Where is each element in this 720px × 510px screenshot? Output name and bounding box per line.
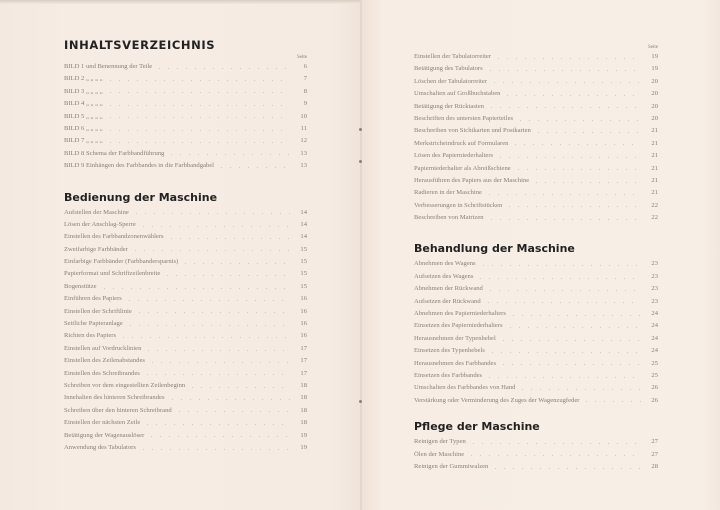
toc-entry-page-number: 7 [303,75,307,83]
toc-entry-page-number: 18 [300,406,307,414]
behandlung-list [414,258,658,407]
toc-entry [64,98,307,110]
toc-entry-page-number: 13 [300,162,307,170]
dot-leader [532,182,641,183]
toc-entry [414,358,658,370]
toc-entry-page-number: 22 [651,214,658,222]
toc-entry-label: Einstellen des Schreibrandes [64,369,140,377]
toc-entry-label: Einstellen auf Vordrucklinien [64,344,142,352]
toc-entry [414,113,658,125]
toc-entry-page-number: 21 [651,164,658,172]
toc-entry [414,200,658,212]
toc-entry-page-number: 23 [651,297,658,305]
dot-leader [181,263,290,264]
toc-entry [64,73,307,85]
toc-entry [64,330,307,342]
toc-entry-label: Beschriften des untersten Papierteiles [414,114,514,122]
dot-leader [106,130,290,131]
dot-leader [503,95,641,96]
toc-entry-page-number: 8 [303,87,307,95]
dot-leader [486,70,641,71]
toc-entry-label: Löschen der Tabulatorreiter [414,77,488,85]
toc-entry-label: Papierformat und Schriftzeilenbreite [64,270,161,278]
toc-entry-label: Reinigen der Gummiwalzen [414,462,489,470]
toc-entry-label: BILD 4 „ „ „ „ [64,100,103,108]
toc-entry [64,343,307,355]
dot-leader [143,374,290,375]
dot-leader [499,364,641,365]
dot-leader [509,315,641,316]
toc-entry [64,306,307,318]
toc-entry-label: Reinigen der Typen [414,438,466,446]
toc-entry-page-number: 15 [300,258,307,266]
dot-leader [488,352,641,353]
toc-entry [64,392,307,404]
toc-entry-page-number: 15 [300,270,307,278]
toc-entry-page-number: 18 [300,419,307,427]
dot-leader [144,350,290,351]
toc-entry-label: Herausführen des Papiers aus der Maschine [414,176,530,184]
seite-label: Seite [648,45,658,50]
toc-entry [64,405,307,417]
toc-entry-label: Betätigung des Tabulators [414,65,483,73]
toc-entry-page-number: 20 [651,114,658,122]
dot-leader [132,213,290,214]
toc-entry-label: Herausnehmen des Farbbandes [414,359,497,367]
toc-entry-page-number: 23 [651,285,658,293]
toc-entry-label: Verstärkung oder Verminderung des Zuges der Wagenzugfeder [414,396,580,404]
right-page [362,0,720,510]
toc-entry-label: Einsetzen des Papierniederhalters [414,322,503,330]
toc-entry-label: Einsetzen des Typenhebels [414,347,485,355]
toc-entry-label: Betätigung der Rücktasten [414,102,484,110]
toc-entry-page-number: 21 [651,152,658,160]
toc-entry-page-number: 11 [300,124,307,132]
dot-leader [490,82,641,83]
dot-leader [106,105,290,106]
toc-entry-page-number: 23 [651,272,658,280]
dot-leader [106,80,290,81]
toc-title: INHALTSVERZEICHNIS [64,38,216,52]
toc-entry [64,281,307,293]
toc-entry-label: Papierniederhalter als Abreißschiene [414,164,511,172]
continued-list [414,51,658,224]
dot-leader [168,399,290,400]
toc-entry-page-number: 24 [651,334,658,342]
dot-leader [487,107,641,108]
toc-entry [64,61,307,73]
toc-entry-label: Abnehmen des Papierniederhalters [414,310,506,318]
toc-entry-label: Merkstricheindruck auf Formularen [414,139,509,147]
toc-entry-label: BILD 3 „ „ „ „ [64,87,103,95]
toc-entry-page-number: 27 [651,450,658,458]
toc-entry-label: Einstellen der Tabulatorreiter [414,53,492,60]
toc-entry [64,86,307,98]
toc-entry-page-number: 10 [300,112,307,120]
toc-entry-label: Zweifarbige Farbbänder [64,245,128,253]
pflege-list [414,436,658,473]
dot-leader [518,389,641,390]
dot-leader [135,312,290,313]
toc-entry-page-number: 6 [303,63,307,70]
dot-leader [516,120,641,121]
toc-entry-label: BILD 6 „ „ „ „ [64,124,103,132]
toc-entry-label: Aufsetzen des Wagens [414,272,474,280]
toc-entry [64,160,307,172]
toc-entry-page-number: 17 [300,369,307,377]
toc-entry-label: Einstellen der nächsten Zeile [64,419,141,427]
left-column [64,38,307,454]
toc-entry [414,436,658,448]
toc-entry-page-number: 17 [300,357,307,365]
dot-leader [467,455,641,456]
dot-leader [106,142,290,143]
toc-entry-page-number: 25 [651,359,658,367]
bedienung-list [64,207,307,455]
toc-entry-label: Einsetzen des Farbbandes [414,371,483,379]
dot-leader [188,387,290,388]
toc-entry-label: Aufstellen der Maschine [64,208,129,216]
dot-leader [119,337,290,338]
toc-entry-page-number: 21 [651,189,658,197]
toc-entry [414,163,658,175]
toc-entry [64,231,307,243]
dot-leader [484,302,641,303]
toc-entry [414,125,658,137]
toc-entry [64,380,307,392]
toc-entry-page-number: 16 [300,320,307,328]
toc-entry-page-number: 23 [651,260,658,268]
toc-entry [414,296,658,308]
toc-entry-page-number: 9 [303,100,307,108]
section-title-behandlung: Behandlung der Maschine [414,242,575,256]
toc-entry-label: Beschreiben von Sichtkarten und Postkarten [414,127,531,135]
toc-entry-page-number: 19 [651,65,658,73]
toc-entry-label: Ölen der Maschine [414,450,465,458]
toc-entry-page-number: 24 [651,322,658,330]
toc-entry-label: Schreiben über den hinteren Schreibrand [64,406,172,414]
toc-entry [414,308,658,320]
toc-entry-page-number: 20 [651,90,658,98]
toc-entry-label: Einstellen des Zeilenabstandes [64,357,145,365]
dot-leader [514,169,641,170]
toc-entry-page-number: 21 [651,127,658,135]
toc-entry-page-number: 21 [651,176,658,184]
toc-entry-label: Lösen der Anschlag-Sperre [64,220,136,228]
toc-entry-label: Betätigung der Wagenauslöser [64,431,145,439]
toc-entry-label: Einstellen des Farbbandzonenwählers [64,233,164,241]
dot-leader [494,58,641,59]
toc-entry [64,207,307,219]
toc-entry [414,461,658,473]
toc-entry-label: BILD 9 Einhängen des Farbbandes in die Farbbandgabel [64,162,214,170]
toc-entry-page-number: 16 [300,295,307,303]
toc-entry-page-number: 28 [651,462,658,470]
toc-entry-label: Abnehmen des Wagens [414,260,476,268]
toc-entry [64,148,307,160]
toc-entry [64,442,307,454]
toc-entry [414,88,658,100]
toc-entry-page-number: 15 [300,245,307,253]
toc-entry-page-number: 16 [300,332,307,340]
toc-entry-page-number: 18 [300,394,307,402]
toc-entry-label: Innehalten des hinteren Schreibrandes [64,394,165,402]
toc-entry-page-number: 20 [651,102,658,110]
toc-entry-label: BILD 8 Schema der Farbbandführung [64,149,165,157]
toc-entry [64,417,307,429]
toc-entry [414,320,658,332]
toc-entry [64,430,307,442]
dot-leader [469,443,641,444]
dot-leader [485,377,641,378]
dot-leader [106,92,290,93]
toc-entry [414,175,658,187]
toc-entry-label: Lösen des Papierniederhalters [414,152,494,160]
dot-leader [147,436,290,437]
toc-entry [64,268,307,280]
dot-leader [155,68,290,69]
section-title-pflege: Pflege der Maschine [414,420,540,434]
figures-list [64,61,307,173]
toc-entry-label: BILD 5 „ „ „ „ [64,112,103,120]
toc-entry [64,244,307,256]
dot-leader [486,290,641,291]
toc-entry-page-number: 13 [300,149,307,157]
toc-entry [414,345,658,357]
dot-leader [167,154,290,155]
toc-entry [414,382,658,394]
dot-leader [131,250,290,251]
dot-leader [479,265,641,266]
toc-entry [64,111,307,123]
dot-leader [496,157,641,158]
dot-leader [582,401,641,402]
toc-entry [64,135,307,147]
toc-entry-page-number: 21 [651,139,658,147]
toc-entry [64,256,307,268]
toc-entry [414,101,658,113]
dot-leader [485,194,641,195]
toc-entry-page-number: 27 [651,438,658,446]
toc-entry-label: Radieren in der Maschine [414,189,482,197]
dot-leader [139,449,290,450]
dot-leader [167,238,290,239]
toc-entry [414,271,658,283]
right-column [414,44,658,473]
toc-entry [64,219,307,231]
toc-entry [414,283,658,295]
toc-entry-page-number: 19 [651,53,658,60]
toc-entry-page-number: 22 [651,201,658,209]
toc-entry-label: BILD 2 „ „ „ „ [64,75,103,83]
dot-leader [487,219,641,220]
toc-entry-page-number: 18 [300,381,307,389]
dot-leader [491,468,641,469]
toc-entry-label: Beschreiben von Matrizen [414,214,484,222]
toc-entry-label: Aufsetzen der Rückwand [414,297,481,305]
toc-entry [414,395,658,407]
dot-leader [534,132,641,133]
toc-entry-label: BILD 7 „ „ „ „ [64,137,103,145]
dot-leader [506,327,641,328]
toc-entry [64,368,307,380]
dot-leader [476,278,641,279]
toc-entry-label: BILD 1 und Benennung der Teile [64,63,153,70]
toc-entry-page-number: 17 [300,344,307,352]
toc-entry-page-number: 14 [300,220,307,228]
toc-entry [64,123,307,135]
toc-entry-label: Richten des Papiers [64,332,117,340]
section-title-bedienung: Bedienung der Maschine [64,190,218,204]
toc-entry-page-number: 20 [651,77,658,85]
toc-entry-page-number: 26 [651,396,658,404]
toc-entry [414,258,658,270]
toc-entry-label: Umschalten auf Großbuchstaben [414,90,501,98]
toc-entry-page-number: 12 [300,137,307,145]
toc-entry-page-number: 19 [300,443,307,451]
toc-entry [414,333,658,345]
toc-entry-page-number: 24 [651,347,658,355]
toc-entry [414,51,658,63]
dot-leader [148,362,290,363]
toc-entry [64,318,307,330]
page-edge-shadow [0,0,360,4]
toc-entry-page-number: 26 [651,384,658,392]
dot-leader [511,144,641,145]
toc-entry [414,187,658,199]
dot-leader [100,288,290,289]
toc-entry-label: Verbesserungen in Schriftstücken [414,201,503,209]
dot-leader [175,411,290,412]
dot-leader [499,340,641,341]
toc-entry-page-number: 16 [300,307,307,315]
toc-entry [414,63,658,75]
dot-leader [139,226,290,227]
toc-entry [64,355,307,367]
toc-entry [414,212,658,224]
toc-entry-label: Schreiben vor dem eingestellten Zeilenbeginn [64,381,186,389]
toc-entry [414,76,658,88]
toc-entry-label: Einfarbige Farbbänder (Farbbandersparnis) [64,258,179,266]
toc-entry-page-number: 14 [300,233,307,241]
toc-entry-label: Bogenstütze [64,282,97,290]
dot-leader [163,275,290,276]
seite-label: Seite [297,55,307,60]
toc-entry [414,138,658,150]
toc-entry-label: Abnehmen der Rückwand [414,285,483,293]
toc-entry-page-number: 15 [300,282,307,290]
toc-entry-label: Seitliche Papieranlage [64,320,123,328]
toc-entry [414,150,658,162]
toc-entry-label: Anwendung des Tabulators [64,443,136,451]
toc-entry [414,449,658,461]
toc-entry-page-number: 14 [300,208,307,216]
dot-leader [106,117,290,118]
toc-entry-label: Herausnehmen der Typenhebel [414,334,496,342]
toc-entry [414,370,658,382]
dot-leader [126,325,290,326]
toc-entry [64,293,307,305]
toc-entry-page-number: 24 [651,310,658,318]
toc-entry-page-number: 19 [300,431,307,439]
dot-leader [143,424,290,425]
dot-leader [505,206,641,207]
toc-entry-label: Einstellen der Schriftlinie [64,307,132,315]
toc-entry-label: Umschalten des Farbbandes von Hand [414,384,516,392]
dot-leader [217,167,290,168]
toc-entry-label: Einführen des Papiers [64,295,122,303]
dot-leader [125,300,290,301]
toc-entry-page-number: 25 [651,371,658,379]
